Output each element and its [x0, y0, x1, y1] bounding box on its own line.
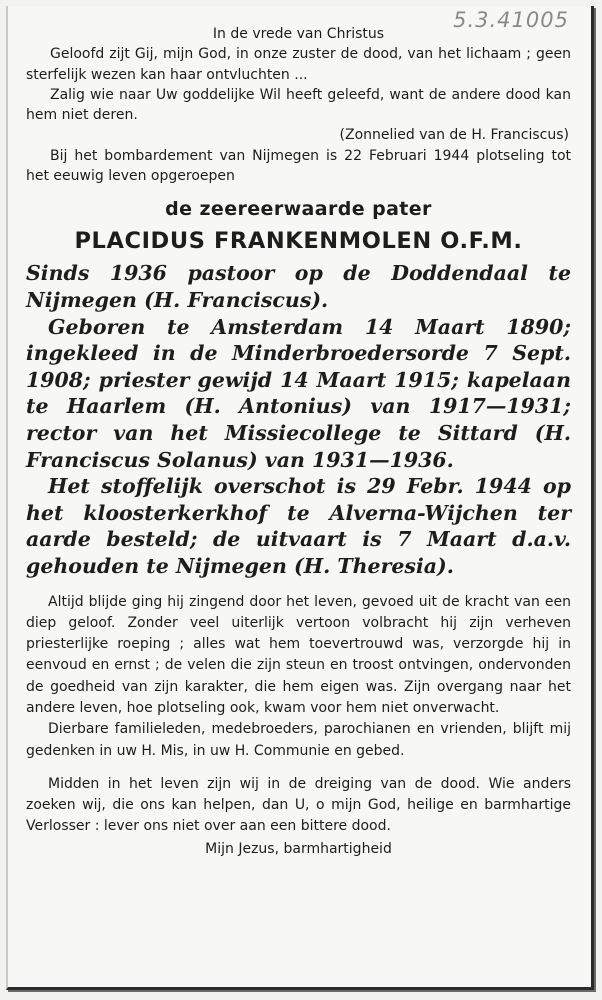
prayer-section — [26, 24, 571, 186]
memorial-text — [26, 592, 571, 861]
bio-paragraph-1: Sinds 1936 pastoor op de Doddendaal te Nijmegen (H. Franciscus). — [26, 261, 571, 312]
memorial-card — [6, 6, 594, 990]
biography — [26, 260, 571, 579]
title-rank: de zeereerwaarde pater — [165, 198, 432, 221]
prayer-line-2: Zalig wie naar Uw goddelijke Wil heeft geleefd, want de andere dood kan hem niet deren. — [26, 86, 571, 124]
bio-paragraph-3: Het stoffelijk overschot is 29 Febr. 1944 op het kloosterkerkhof te Alverna-Wijchen ter aarde besteld; de uitvaart is 7 Maart d.a.v. gehouden te Nijmegen (H. Theresia). — [26, 474, 571, 578]
prayer-line-1: Geloofd zijt Gij, mijn God, in onze zuster de dood, van het lichaam ; geen sterfelijk wezen kan haar ontvluchten ... — [26, 46, 571, 83]
card-content — [26, 24, 571, 860]
body-paragraph-1: Altijd blijde ging hij zingend door het leven, gevoed uit de kracht van een diep geloof. Zonder veel uiterlijk vertoon volbracht hij zijn verheven priesterlijke roeping ; alles wat hem toevertrouwd was, verzorgde hij in eenvoud en ernst ; de velen die zijn steun en troost ontvingen, ondervonden de goedheid van zijn karakter, die hem eigen was. Zijn overgang naar het andere leven, hoe plotseling ook, kwam voor hem niet onverwacht. — [26, 593, 571, 716]
deceased-name: PLACIDUS FRANKENMOLEN O.F.M. — [74, 228, 523, 255]
body-paragraph-2: Dierbare familieleden, medebroeders, parochianen en vrienden, blijft mij gedenken in uw H. Mis, in uw H. Communie en gebed. — [26, 721, 571, 759]
closing-prayer: Mijn Jezus, barmhartigheid — [205, 840, 392, 857]
prayer-heading: In de vrede van Christus — [212, 26, 385, 42]
bio-paragraph-2: Geboren te Amsterdam 14 Maart 1890; ingekleed in de Minderbroedersorde 7 Sept. 1908; priester gewijd 14 Maart 1915; kapelaan te Haarlem (H. Antonius) van 1917—1931; rector van het Missiecollege te Sittard (H. Franciscus Solanus) van 1931—1936. — [26, 314, 571, 472]
body-paragraph-3: Midden in het leven zijn wij in de dreiging van de dood. Wie anders zoeken wij, die ons kan helpen, dan U, o mijn God, heilige en barmhartige Verlosser : lever ons niet over aan een bittere dood. — [26, 775, 571, 835]
archive-number: 5.3.41005 — [453, 8, 569, 32]
intro-text: Bij het bombardement van Nijmegen is 22 Februari 1944 plotseling tot het eeuwig leven opgeroepen — [26, 147, 571, 185]
prayer-source: (Zonnelied van de H. Franciscus) — [339, 127, 569, 144]
